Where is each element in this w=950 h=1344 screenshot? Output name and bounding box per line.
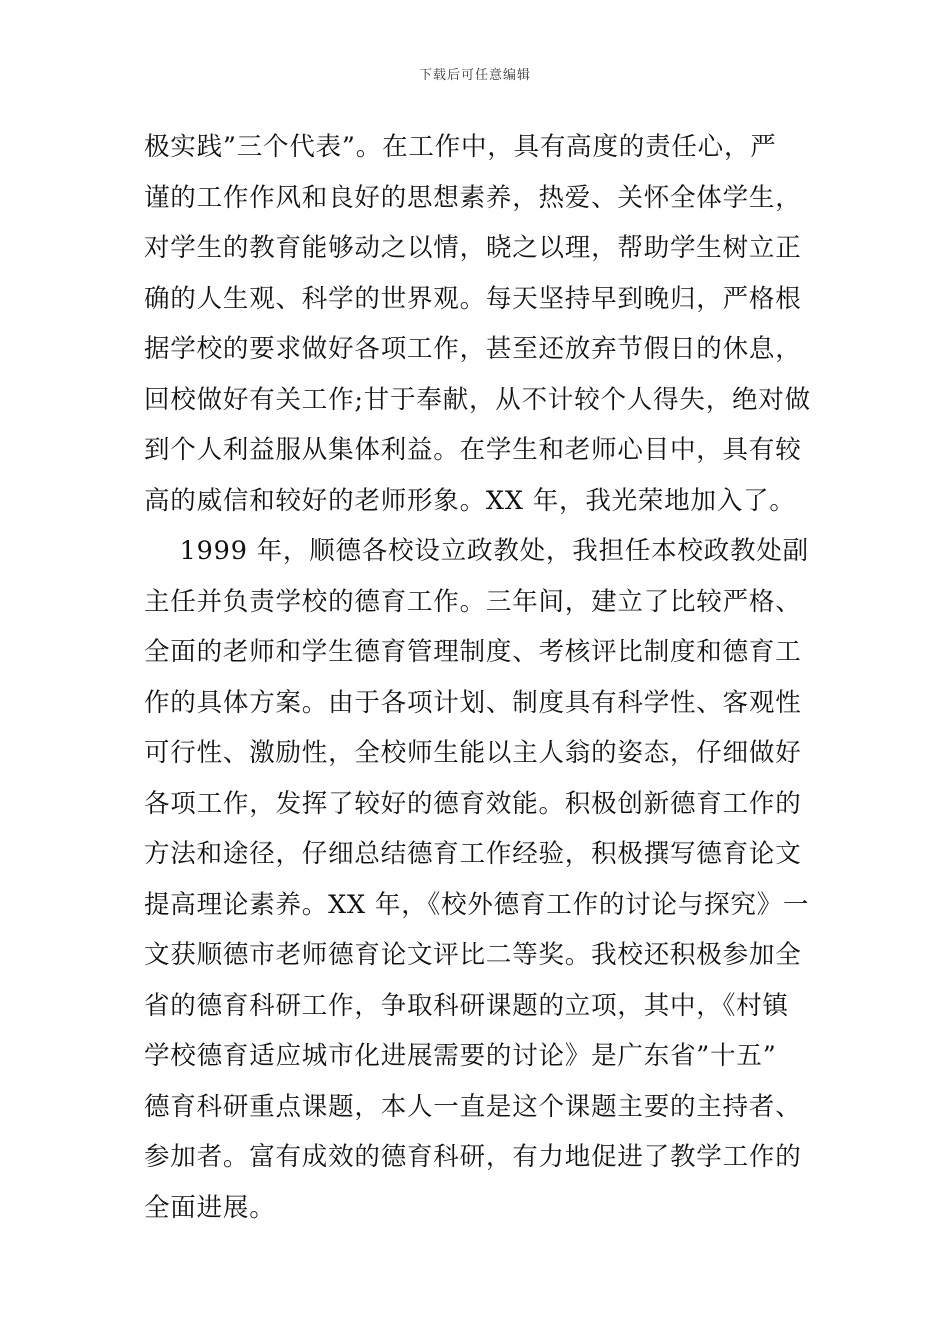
text-line: 可行性、激励性，全校师生能以主人翁的姿态，仔细做好 xyxy=(144,738,802,768)
text-line: 主任并负责学校的德育工作。三年间，建立了比较严格、 xyxy=(144,586,802,617)
text-line: 1999 年，顺德各校设立政教处，我担任本校政教处副 xyxy=(144,536,809,566)
text-line: 确的人生观、科学的世界观。每天坚持早到晚归，严格根 xyxy=(144,283,802,314)
document-body xyxy=(144,122,810,1233)
text-line: 谨的工作作风和良好的思想素养，热爱、关怀全体学生， xyxy=(144,182,802,213)
text-line: 全面进展。 xyxy=(144,1192,276,1223)
text-line: 作的具体方案。由于各项计划、制度具有科学性、客观性 xyxy=(144,687,802,718)
text-line: 文获顺德市老师德育论文评比二等奖。我校还积极参加全 xyxy=(144,940,802,970)
text-line: 全面的老师和学生德育管理制度、考核评比制度和德育工 xyxy=(144,637,802,667)
text-line: 省的德育科研工作，争取科研课题的立项，其中，《村镇 xyxy=(144,990,789,1021)
text-line: 高的威信和较好的老师形象。XX 年，我光荣地加入了。 xyxy=(144,485,796,516)
text-line: 德育科研重点课题，本人一直是这个课题主要的主持者、 xyxy=(144,1091,802,1122)
text-line: 各项工作，发挥了较好的德育效能。积极创新德育工作的 xyxy=(144,788,802,819)
text-line: 到个人利益服从集体利益。在学生和老师心目中，具有较 xyxy=(144,435,802,465)
text-line: 回校做好有关工作;甘于奉献，从不计较个人得失，绝对做 xyxy=(144,384,811,415)
text-line: 方法和途径，仔细总结德育工作经验，积极撰写德育论文 xyxy=(144,839,802,869)
text-line: 据学校的要求做好各项工作，甚至还放弃节假日的休息， xyxy=(144,334,802,364)
text-line: 学校德育适应城市化进展需要的讨论》是广东省”十五” xyxy=(144,1041,777,1071)
header-note: 下载后可任意编辑 xyxy=(418,68,531,83)
text-line: 提高理论素养。XX 年，《校外德育工作的讨论与探究》一 xyxy=(144,889,810,920)
text-line: 参加者。富有成效的德育科研，有力地促进了教学工作的 xyxy=(144,1142,802,1172)
text-line: 对学生的教育能够动之以情，晓之以理，帮助学生树立正 xyxy=(144,233,802,263)
text-line: 极实践”三个代表”。在工作中，具有高度的责任心，严 xyxy=(144,132,777,162)
